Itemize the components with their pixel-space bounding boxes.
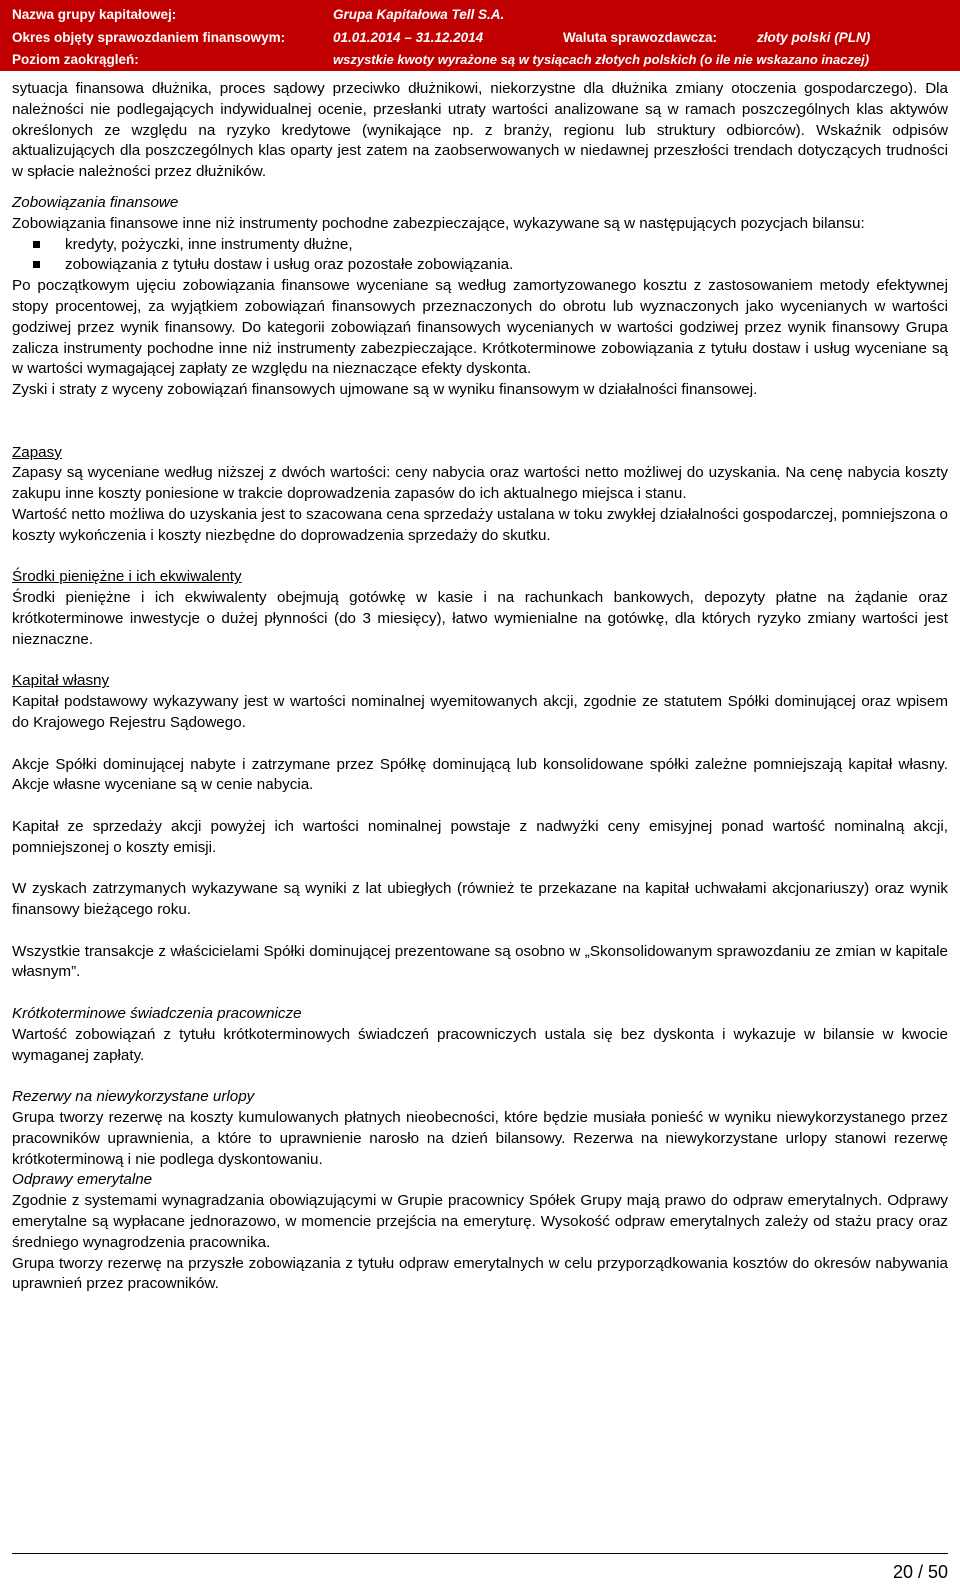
paragraph-kapital-3: Kapitał ze sprzedaży akcji powyżej ich wartości nominalnej powstaje z nadwyżki ceny emisyjnej ponad wartość nominalną akcji, pomniejszonej o koszty emisji. — [12, 817, 948, 856]
paragraph-krotkoterminowe: Wartość zobowiązań z tytułu krótkoterminowych świadczeń pracowniczych ustala się bez dyskonta i wykazuje w bilansie w kwocie wymaganej zapłaty. — [12, 1025, 948, 1064]
paragraph-rezerwy: Grupa tworzy rezerwę na koszty kumulowanych płatnych nieobecności, które będzie musiała ponieść w wyniku niewykorzystanego przez pracowników uprawnienia, a które to uprawnienie narosło na dzień bilansowy. Rezerwa na niewykorzystane urlopy stanowi rezerwę krótkoterminową i nie podlega dyskontowaniu. — [12, 1109, 948, 1168]
header-row-rounding — [0, 50, 960, 70]
paragraph-kapital-2: Akcje Spółki dominującej nabyte i zatrzymane przez Spółkę dominującą lub konsolidowane spółki zależne pomniejszają kapitał własny. Akcje własne wyceniane są w cenie nabycia. — [12, 755, 948, 794]
paragraph-srodki: Środki pieniężne i ich ekwiwalenty obejmują gotówkę w kasie i na rachunkach bankowych, depozyty płatne na żądanie oraz krótkoterminowe inwestycje o dużej płynności (do 3 miesięcy), łatwo wymienialne na gotówkę, dla których ryzyko zmiany wartości jest nieznaczne. — [12, 589, 948, 648]
list-item: kredyty, pożyczki, inne instrumenty dłużne, — [65, 235, 948, 256]
footer-divider — [12, 1553, 948, 1554]
header-row-group — [0, 5, 960, 25]
bullet-list — [12, 235, 948, 277]
page-number: 20 / 50 — [892, 1562, 948, 1582]
heading-srodki: Środki pieniężne i ich ekwiwalenty — [12, 568, 242, 586]
paragraph-odprawy-1: Zgodnie z systemami wynagradzania obowiązującymi w Grupie pracownicy Spółek Grupy mają prawo do odpraw emerytalnych. Odprawy emerytalne są wypłacane jednorazowo, w momencie przejścia na emeryturę. Wysokość odpraw emerytalnych zależy od stażu pracy oraz średniego wynagrodzenia pracownika. — [12, 1192, 948, 1251]
paragraph-intro: sytuacja finansowa dłużnika, proces sądowy przeciwko dłużnikowi, niekorzystne dla dłużnika zmiany otoczenia gospodarczego). Dla należności nie podlegających indywidualnej ocenie, przesłanki utraty wartości analizowane są w ramach poszczególnych klas aktywów określonych ze względu na ryzyko kredytowe (wynikające np. z branży, regionu lub struktury odbiorców). Wskaźnik odpisów aktualizujących dla poszczególnych klas oparty jest zatem na zaobserwowanych w niedawnej przeszłości trendach dotyczących trudności w spłacie należności przez dłużników. — [12, 80, 948, 181]
paragraph-zobowiazania-2: Po początkowym ujęciu zobowiązania finansowe wyceniane są według zamortyzowanego kosztu z zastosowaniem metody efektywnej stopy procentowej, za wyjątkiem zobowiązań finansowych przeznaczonych do obrotu lub wyznaczonych jako wycenianych w wartości godziwej przez wynik finansowy. Do kategorii zobowiązań finansowych wycenianych w wartości godziwej przez wynik finansowy Grupa zalicza instrumenty pochodne inne niż instrumenty zabezpieczające. Krótkoterminowe zobowiązania z tytułu dostaw i usług wyceniane są w wartości wymagającej zapłaty ze względu na nieznaczące efekty dyskonta. — [12, 277, 948, 378]
currency-value: złoty polski (PLN) — [757, 30, 871, 45]
list-item: zobowiązania z tytułu dostaw i usług oraz pozostałe zobowiązania. — [65, 255, 948, 276]
heading-zobowiazania: Zobowiązania finansowe — [12, 193, 179, 211]
report-header — [0, 0, 960, 71]
currency-label: Waluta sprawozdawcza: — [563, 30, 718, 45]
paragraph-odprawy-2: Grupa tworzy rezerwę na przyszłe zobowiązania z tytułu odpraw emerytalnych w celu przyporządkowania kosztów do okresów nabywania uprawnień przez pracowników. — [12, 1254, 948, 1293]
heading-kapital: Kapitał własny — [12, 672, 110, 690]
paragraph-kapital-1: Kapitał podstawowy wykazywany jest w wartości nominalnej wyemitowanych akcji, zgodnie ze statutem Spółki dominującej oraz wpisem do Krajowego Rejestru Sądowego. — [12, 693, 948, 731]
heading-odprawy: Odprawy emerytalne — [12, 1171, 153, 1189]
heading-krotkoterminowe: Krótkoterminowe świadczenia pracownicze — [12, 1005, 302, 1023]
document-body — [12, 79, 948, 1295]
header-row-period — [0, 28, 960, 48]
heading-zapasy: Zapasy — [12, 443, 62, 461]
paragraph-zapasy-1: Zapasy są wyceniane według niższej z dwóch wartości: ceny nabycia oraz wartości netto możliwej do uzyskania. Na cenę nabycia koszty zakupu inne koszty poniesione w trakcie doprowadzenia zapasów do ich aktualnego miejsca i stanu. — [12, 464, 948, 503]
paragraph-zobowiazania-3: Zyski i straty z wyceny zobowiązań finansowych ujmowane są w wyniku finansowym w działalności finansowej. — [12, 381, 758, 399]
paragraph-zapasy-2: Wartość netto możliwa do uzyskania jest to szacowana cena sprzedaży ustalana w toku zwykłej działalności gospodarczej, pomniejszona o koszty wykończenia i koszty niezbędne do doprowadzenia sprzedaży do skutku. — [12, 505, 948, 544]
rounding-value: wszystkie kwoty wyrażone są w tysiącach złotych polskich (o ile nie wskazano inaczej) — [333, 52, 870, 67]
paragraph-kapital-4: W zyskach zatrzymanych wykazywane są wyniki z lat ubiegłych (również te przekazane na kapitał uchwałami akcjonariuszy) oraz wynik finansowy bieżącego roku. — [12, 880, 948, 919]
group-value: Grupa Kapitałowa Tell S.A. — [333, 7, 505, 22]
paragraph-kapital-5: Wszystkie transakcje z właścicielami Spółki dominującej prezentowane są osobno w „Skonsolidowanym sprawozdaniu ze zmian w kapitale własnym”. — [12, 942, 948, 981]
paragraph-zobowiazania-1: Zobowiązania finansowe inne niż instrumenty pochodne zabezpieczające, wykazywane są w następujących pozycjach bilansu: — [12, 214, 865, 232]
period-value: 01.01.2014 – 31.12.2014 — [333, 30, 484, 45]
rounding-label: Poziom zaokrągleń: — [12, 52, 139, 67]
heading-rezerwy: Rezerwy na niewykorzystane urlopy — [12, 1088, 255, 1106]
group-label: Nazwa grupy kapitałowej: — [12, 7, 177, 22]
period-label: Okres objęty sprawozdaniem finansowym: — [12, 30, 286, 45]
